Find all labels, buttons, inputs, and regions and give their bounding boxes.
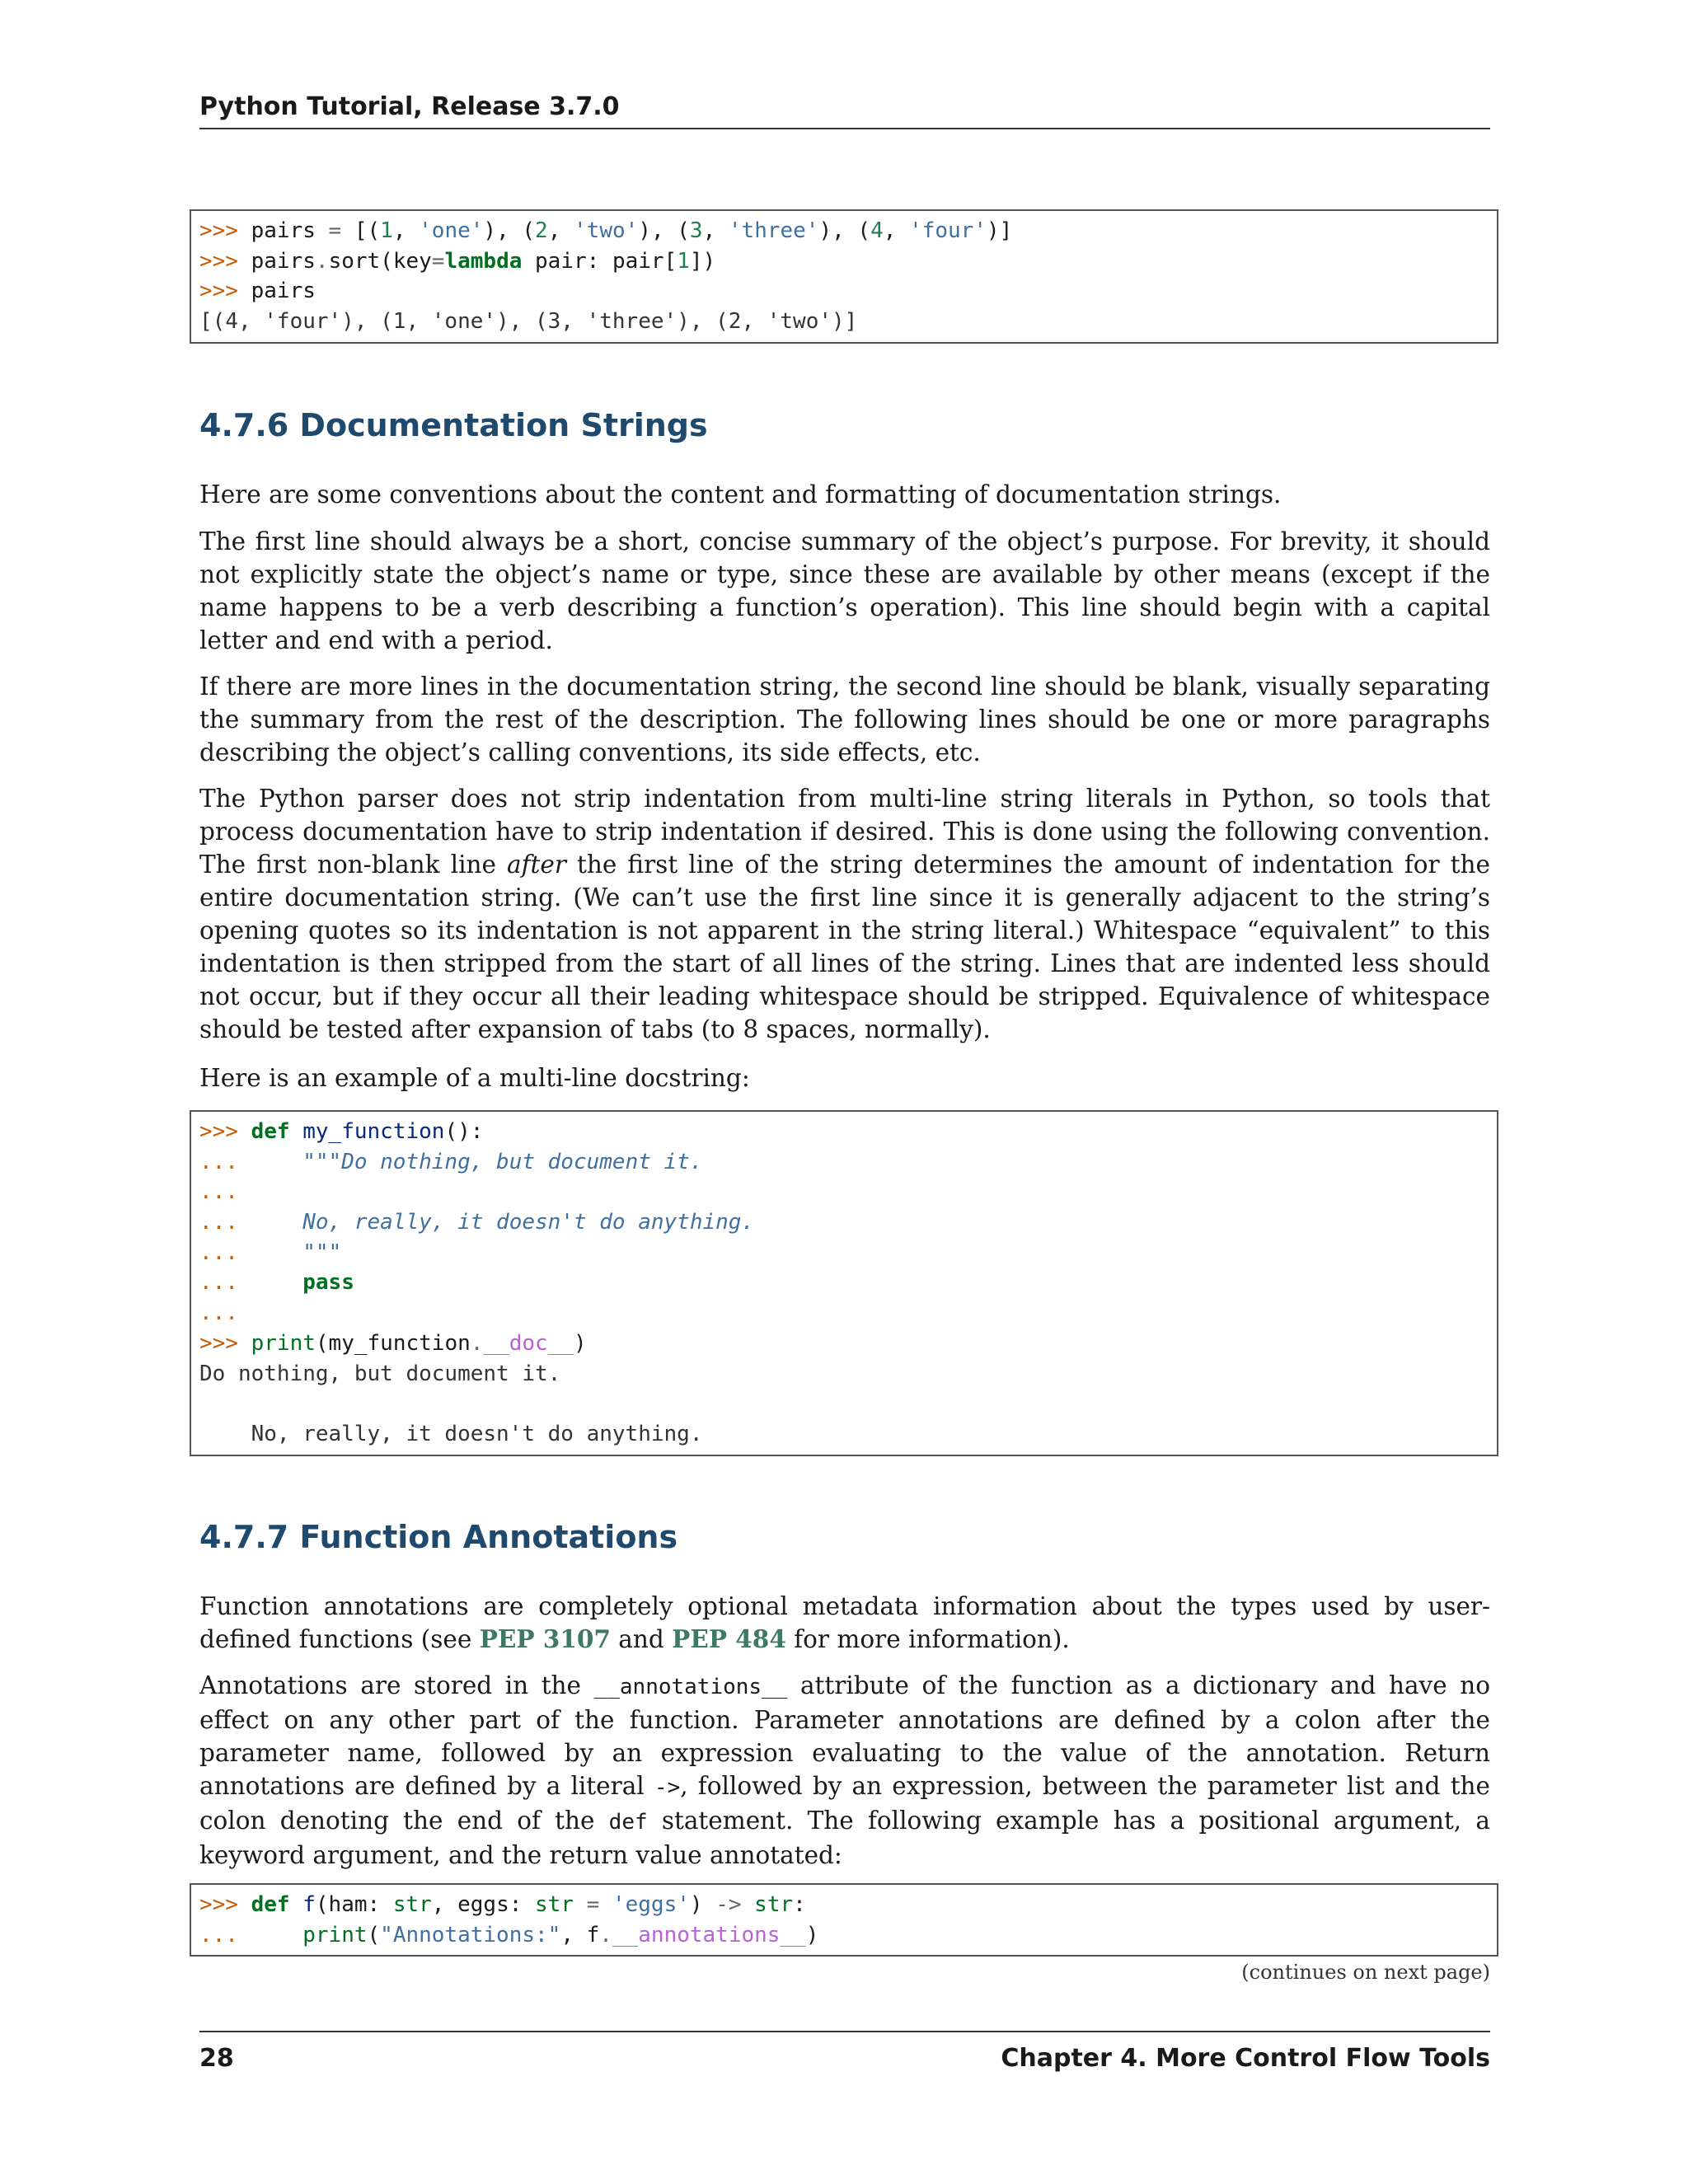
code-token: ... bbox=[199, 1240, 303, 1265]
code-line bbox=[199, 307, 1489, 337]
code-line bbox=[199, 1117, 1489, 1147]
emphasis: after bbox=[507, 851, 566, 879]
code-token: -> bbox=[715, 1892, 742, 1917]
continues-note: (continues on next page) bbox=[1241, 1961, 1490, 1984]
pep-3107-link[interactable]: PEP 3107 bbox=[479, 1624, 611, 1653]
chapter-title: Chapter 4. More Control Flow Tools bbox=[1001, 2044, 1490, 2073]
text: and bbox=[610, 1625, 673, 1653]
code-token: str bbox=[392, 1892, 432, 1917]
code-line bbox=[199, 1419, 1489, 1450]
code-token: 'one' bbox=[419, 218, 484, 243]
code-token bbox=[574, 1892, 587, 1917]
inline-code: -> bbox=[654, 1775, 681, 1800]
code-line bbox=[199, 1147, 1489, 1178]
code-token: >>> bbox=[199, 1330, 251, 1356]
code-token: lambda bbox=[444, 248, 523, 274]
code-block-docstring-example bbox=[190, 1110, 1498, 1456]
paragraph bbox=[199, 1669, 1490, 1872]
code-line bbox=[199, 1329, 1489, 1359]
code-token: ... bbox=[199, 1149, 303, 1174]
running-header: Python Tutorial, Release 3.7.0 bbox=[199, 92, 1490, 129]
code-token: = bbox=[586, 1892, 600, 1917]
code-token: ]) bbox=[689, 248, 716, 274]
code-token: [(4, 'four'), (1, 'one'), (3, 'three'), (2, 'two')] bbox=[199, 309, 858, 335]
code-line bbox=[199, 1359, 1489, 1390]
code-line bbox=[199, 1389, 1489, 1419]
code-token: print bbox=[251, 1330, 316, 1356]
text: for more information). bbox=[785, 1625, 1070, 1653]
text: , followed by an expression, between the parameter list and the colon denoting the end of the bbox=[199, 1772, 1490, 1835]
code-token: Do nothing, but document it. bbox=[199, 1361, 561, 1386]
code-token: No, really, it doesn't do anything. bbox=[302, 1210, 755, 1235]
code-token: >>> bbox=[199, 248, 251, 274]
code-line bbox=[199, 246, 1489, 277]
code-token: ) bbox=[689, 1892, 716, 1917]
code-token: ( bbox=[367, 1922, 381, 1947]
text: statement. The following example has a positional argument, a keyword argument, and the return value annotated: bbox=[199, 1807, 1490, 1869]
pep-484-link[interactable]: PEP 484 bbox=[672, 1624, 786, 1653]
code-token: : bbox=[793, 1892, 806, 1917]
code-token bbox=[290, 1119, 303, 1144]
inline-code: def bbox=[608, 1810, 648, 1835]
code-token: No, really, it doesn't do anything. bbox=[199, 1421, 703, 1446]
paragraph: If there are more lines in the documentation string, the second line should be blank, visually separating the summary from the rest of the description. The following lines should be one or more paragraphs describing the object’s calling conventions, its side effects, etc. bbox=[199, 673, 1490, 766]
paragraph: Here is an example of a multi-line docstring: bbox=[199, 1064, 750, 1092]
code-token: ), ( bbox=[638, 218, 690, 243]
code-token bbox=[599, 1892, 612, 1917]
code-token: pairs bbox=[251, 279, 316, 304]
code-line bbox=[199, 1298, 1489, 1329]
code-token: str bbox=[754, 1892, 794, 1917]
code-token bbox=[290, 1892, 303, 1917]
code-line bbox=[199, 1238, 1489, 1268]
code-token: , f bbox=[560, 1922, 600, 1947]
text: Function annotations are completely optional metadata information about the types used by user-defined functions (see bbox=[199, 1592, 1490, 1653]
code-token: ... bbox=[199, 1210, 303, 1235]
code-token: str bbox=[535, 1892, 574, 1917]
inline-code: __annotations__ bbox=[593, 1675, 788, 1699]
code-token: __annotations__ bbox=[612, 1922, 806, 1947]
text: Annotations are stored in the bbox=[199, 1671, 594, 1699]
paragraph: The first line should always be a short, concise summary of the object’s purpose. For brevity, it should not explicitly state the object’s name or type, since these are available by other means (except if the name happens to be a verb describing a function’s operation). This line should begin with a capital letter and end with a period. bbox=[199, 527, 1490, 654]
code-token: = bbox=[431, 248, 445, 274]
paragraph bbox=[199, 1590, 1490, 1656]
document-page bbox=[199, 0, 1490, 2184]
code-token: sort(key bbox=[328, 248, 432, 274]
text: attribute of the function as a dictionary and have no effect on any other part of the function. Parameter annotations are defined by a colon after the parameter name, followed by an expression evaluating to the value of the annotation. Return annotations are defined by a literal bbox=[199, 1671, 1490, 1800]
code-token: . bbox=[470, 1330, 484, 1356]
code-token: my_function bbox=[302, 1119, 445, 1144]
code-token: def bbox=[251, 1892, 290, 1917]
code-token: ... bbox=[199, 1922, 303, 1947]
code-token: )] bbox=[986, 218, 1013, 243]
code-token: __doc__ bbox=[483, 1330, 574, 1356]
paragraph bbox=[199, 782, 1490, 1046]
code-token: ), ( bbox=[818, 218, 871, 243]
code-token: (ham: bbox=[315, 1892, 393, 1917]
code-token: def bbox=[251, 1119, 290, 1144]
code-token: f bbox=[302, 1892, 316, 1917]
code-token: pair: pair[ bbox=[522, 248, 678, 274]
code-token: >>> bbox=[199, 279, 251, 304]
code-block-annotations-example bbox=[190, 1883, 1498, 1957]
code-token: , bbox=[547, 218, 574, 243]
page-number: 28 bbox=[199, 2044, 234, 2073]
code-token: """Do nothing, but document it. bbox=[302, 1149, 703, 1174]
code-token: pass bbox=[302, 1270, 354, 1296]
code-token: , bbox=[392, 218, 420, 243]
code-token: >>> bbox=[199, 1119, 251, 1144]
code-token: ), ( bbox=[483, 218, 536, 243]
code-token: 1 bbox=[677, 248, 690, 274]
code-line bbox=[199, 1268, 1489, 1298]
code-token: ... bbox=[199, 1179, 238, 1205]
paragraph: Here are some conventions about the content and formatting of documentation strings. bbox=[199, 480, 1282, 509]
code-token: , bbox=[702, 218, 729, 243]
code-token: >>> bbox=[199, 218, 251, 243]
code-token: 'three' bbox=[728, 218, 819, 243]
text: the first line of the string determines the amount of indentation for the entire documentation string. (We can’t use the first line since it is generally adjacent to the string’s opening quotes so its indentation is not apparent in the string literal.) Whitespace “equivalent” to this indentation is then stripped from the start of all lines of the string. Lines that are indented less should not occur, but if they occur all their leading whitespace should be stripped. Equivalence of whitespace should be tested after expansion of tabs (to 8 spaces, normally). bbox=[199, 851, 1490, 1043]
code-line bbox=[199, 1890, 1489, 1920]
section-heading-documentation-strings: 4.7.6 Documentation Strings bbox=[199, 407, 708, 443]
code-line bbox=[199, 276, 1489, 307]
code-line bbox=[199, 1177, 1489, 1207]
code-token: . bbox=[599, 1922, 612, 1947]
code-line bbox=[199, 216, 1489, 246]
code-token: """ bbox=[302, 1240, 342, 1265]
code-token: , eggs: bbox=[431, 1892, 536, 1917]
running-footer bbox=[199, 2031, 1490, 2073]
code-token: [( bbox=[341, 218, 381, 243]
code-token: >>> bbox=[199, 1892, 251, 1917]
code-token: , bbox=[883, 218, 910, 243]
code-line bbox=[199, 1920, 1489, 1951]
code-token: ) bbox=[573, 1330, 587, 1356]
code-token: 'two' bbox=[574, 218, 639, 243]
code-token: . bbox=[315, 248, 329, 274]
code-token: 1 bbox=[380, 218, 393, 243]
code-token: ... bbox=[199, 1270, 303, 1296]
code-token: 4 bbox=[870, 218, 884, 243]
code-token: (): bbox=[444, 1119, 484, 1144]
code-block-sort-example bbox=[190, 209, 1498, 344]
code-token: ... bbox=[199, 1301, 238, 1326]
code-line bbox=[199, 1207, 1489, 1238]
code-token: ) bbox=[805, 1922, 819, 1947]
section-heading-function-annotations: 4.7.7 Function Annotations bbox=[199, 1519, 678, 1555]
code-token bbox=[742, 1892, 755, 1917]
code-token: pairs bbox=[251, 218, 329, 243]
code-token: pairs bbox=[251, 248, 316, 274]
code-token: 3 bbox=[689, 218, 703, 243]
code-token: 'eggs' bbox=[612, 1892, 690, 1917]
code-token: print bbox=[302, 1922, 368, 1947]
text: The Python parser does not strip indentation from multi-line string literals in Python, so tools that process documentation have to strip indentation if desired. This is done using the following convention. The first non-blank line bbox=[199, 785, 1490, 879]
code-token: 'four' bbox=[909, 218, 987, 243]
code-token: = bbox=[328, 218, 342, 243]
code-token: 2 bbox=[535, 218, 548, 243]
code-token: "Annotations:" bbox=[380, 1922, 561, 1947]
code-token: (my_function bbox=[315, 1330, 471, 1356]
